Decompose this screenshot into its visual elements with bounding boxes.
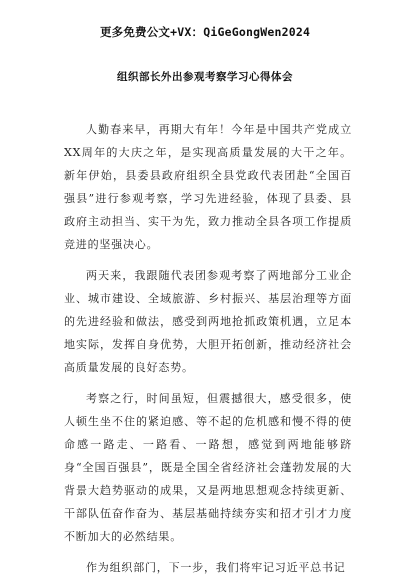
paragraph-4: 作为组织部门，下一步，我们将牢记习近平总书记 <box>86 561 346 574</box>
promo-header: 更多免费公文+VX：QiGeGongWen2024 <box>99 25 311 39</box>
paragraph-1: 人勤春来早，再期大有年！今年是中国共产党成立XX周年的大庆之年，是实现高质量发展的大干之年。新年伊始，县委县政府组织全县党政代表团赴“全国百强县”进行参观考察，学习先进经验，体现了县委、县政府主动担当、实干为先，致力推动全县各项工作提质竞进的坚强决心。 <box>64 123 352 251</box>
document-title: 组织部长外出参观考察学习心得体会 <box>117 71 293 83</box>
paragraph-3: 考察之行，时间虽短，但震撼很大，感受很多，使人顿生坐不住的紧迫感、等不起的危机感和慢不得的使命感一路走、一路看、一路想，感觉到两地能够跻身“全国百强县”，既是全国全省经济社会蓬勃发展的大背景大趋势驱动的成果，又是两地思想观念持续更新、干部队伍奋作奋为、基层基础持续夯实和招才引才力度不断加大的必然结果。 <box>64 392 352 543</box>
paragraph-2: 两天来，我跟随代表团参观考察了两地部分工业企业、城市建设、全域旅游、乡村振兴、基层治理等方面的先进经验和做法，感受到两地抢抓政策机遇，立足本地实际，发挥自身优势，大胆开拓创新，推动经济社会高质量发展的良好态势。 <box>64 269 352 374</box>
document-body <box>64 118 352 587</box>
